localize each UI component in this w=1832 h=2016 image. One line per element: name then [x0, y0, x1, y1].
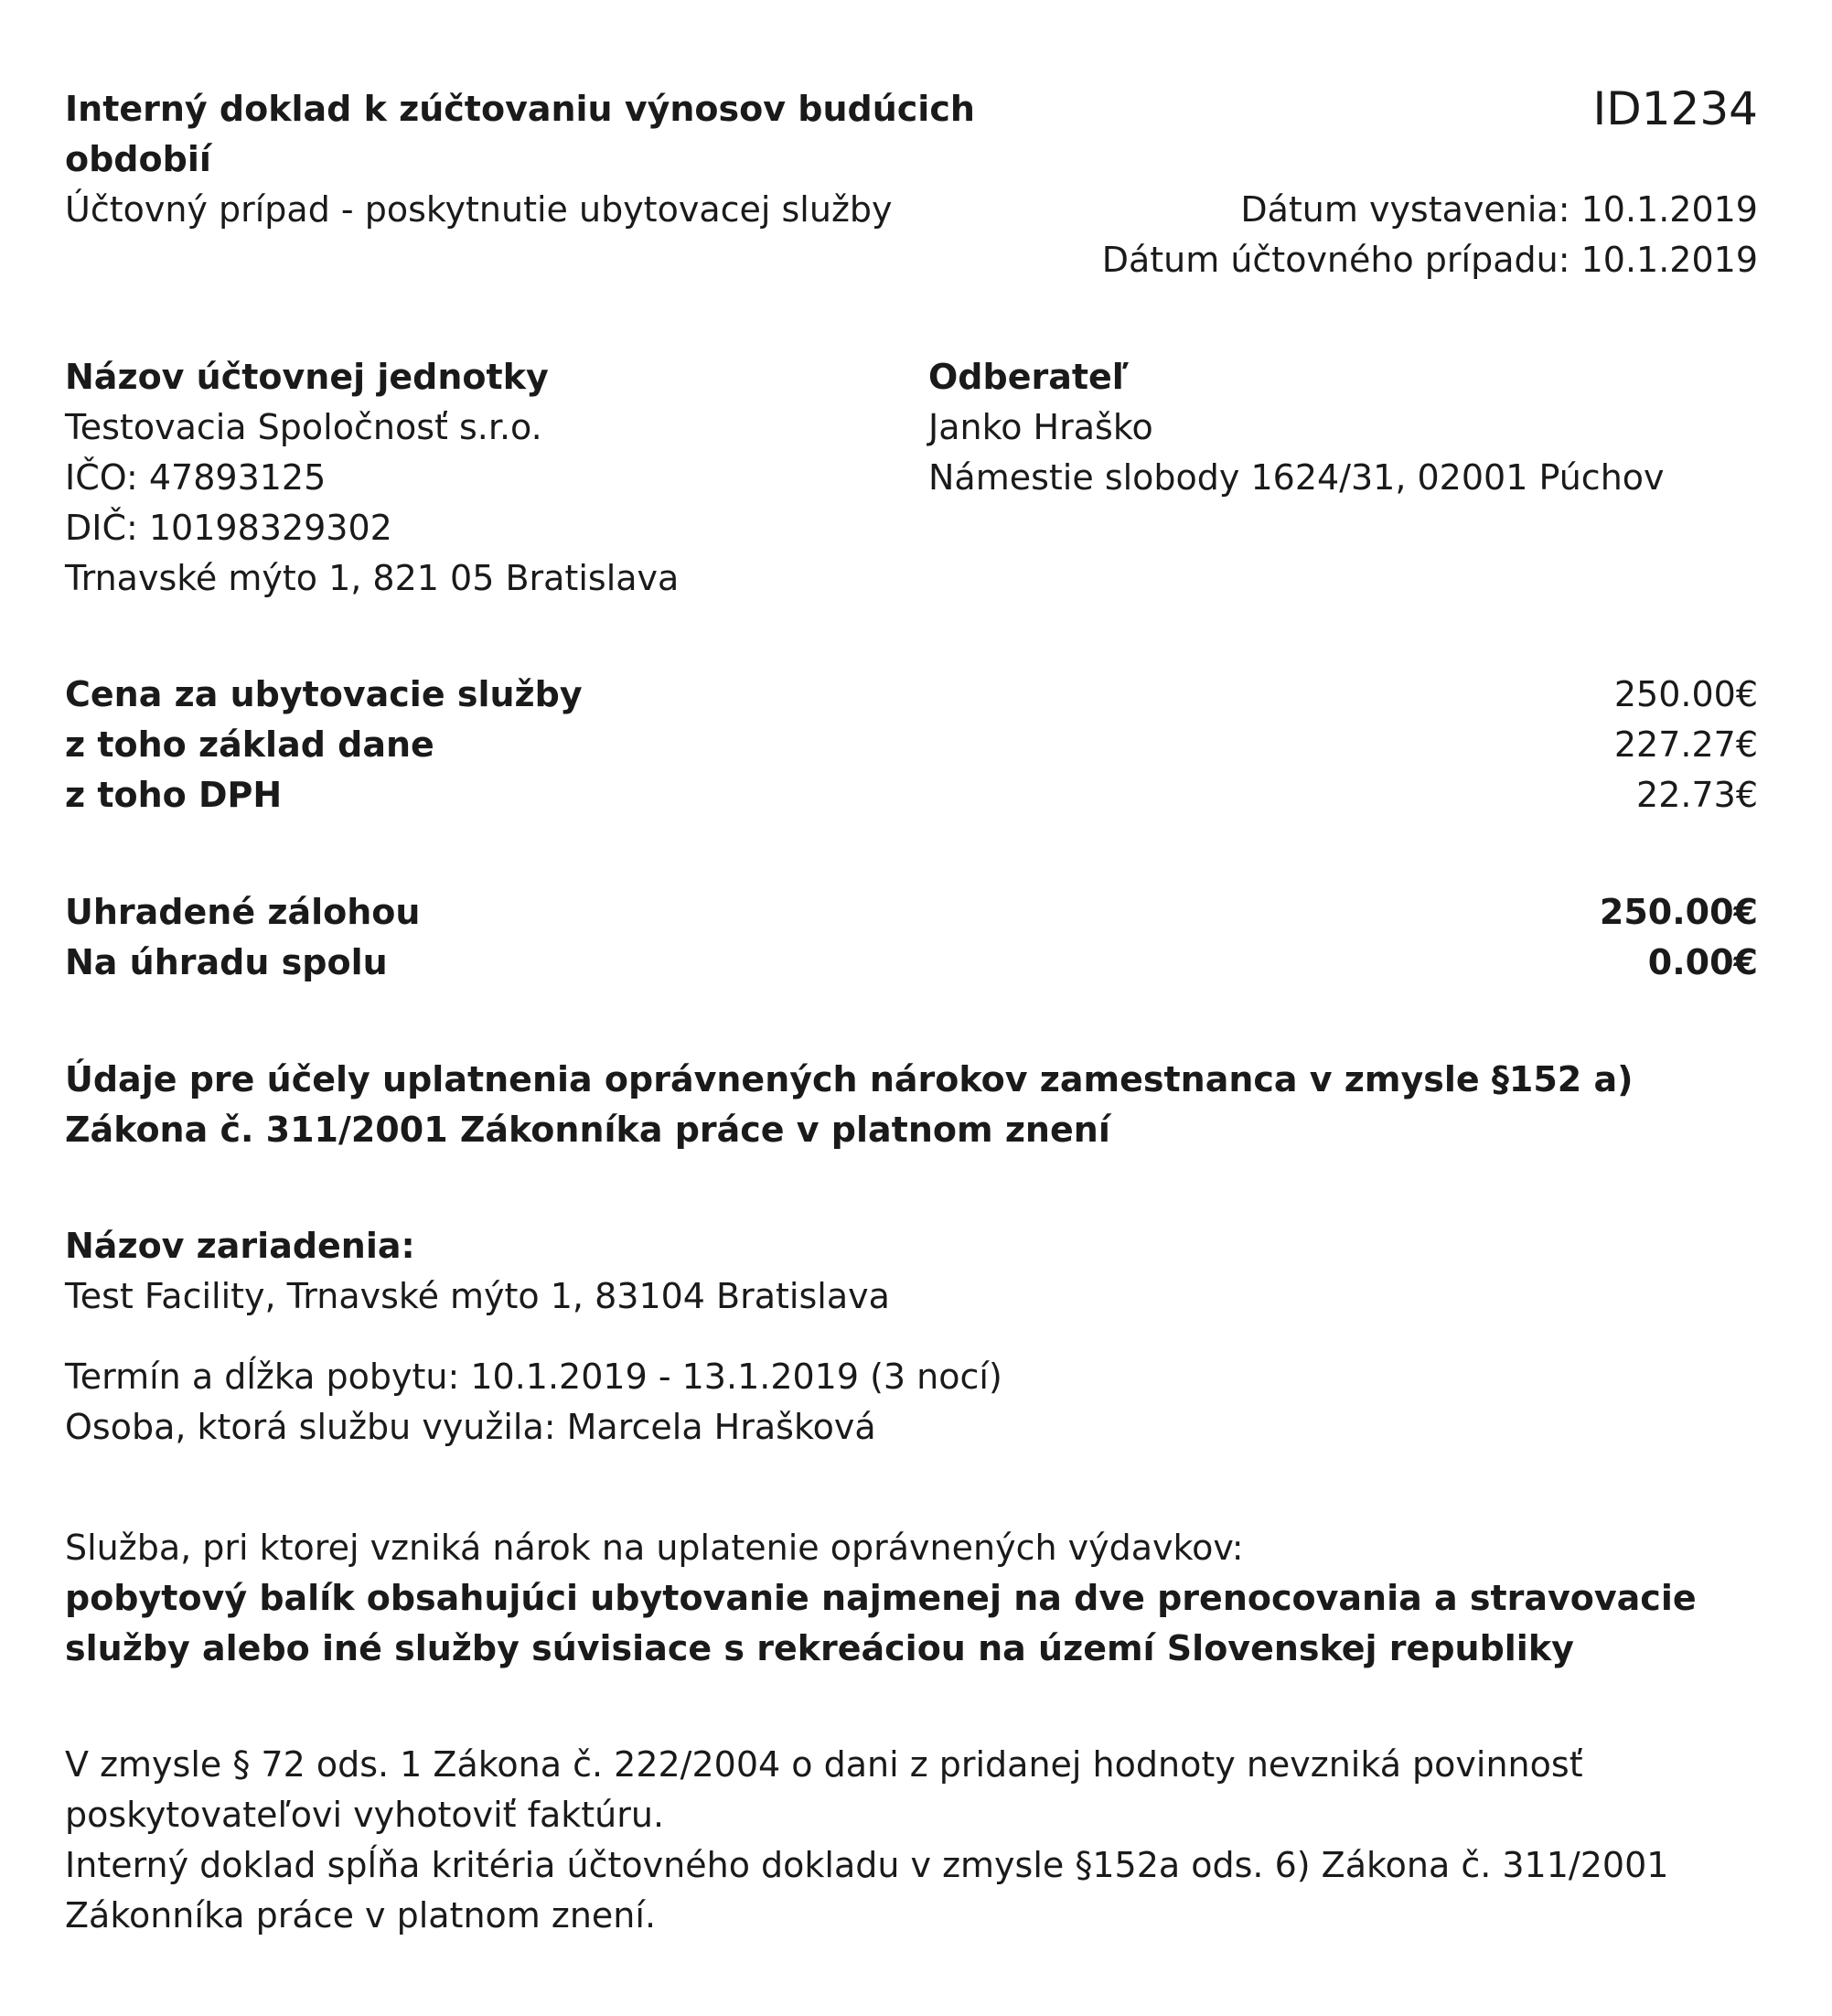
amount-label: Cena za ubytovacie služby	[65, 674, 583, 714]
entity-address: Trnavské mýto 1, 821 05 Bratislava	[65, 558, 680, 598]
totals-section	[65, 887, 1758, 988]
amounts-section	[65, 670, 1758, 820]
total-value: 250.00€	[1599, 892, 1758, 932]
service-section	[65, 1523, 1758, 1674]
footer-note-criteria: Interný doklad spĺňa kritéria účtovného dokladu v zmysle §152a ods. 6) Zákona č. 311/2001 Zákonníka práce v platnom znení.	[65, 1845, 1669, 1936]
stay-section	[65, 1352, 1758, 1453]
document-meta	[935, 84, 1758, 285]
amount-label: z toho DPH	[65, 775, 283, 815]
amount-row	[65, 770, 1758, 820]
customer-section	[928, 352, 1752, 503]
entity-name: Testovacia Spoločnosť s.r.o.	[65, 407, 542, 447]
issue-date: Dátum vystavenia: 10.1.2019	[1240, 189, 1758, 230]
legal-title: Údaje pre účely uplatnenia oprávnených nárokov zamestnanca v zmysle §152 a) Zákona č. 311/2001 Zákonníka práce v platnom znení	[65, 1059, 1634, 1150]
total-label: Na úhradu spolu	[65, 942, 388, 982]
facility-section	[65, 1221, 1758, 1322]
entity-dic: DIČ: 10198329302	[65, 508, 392, 548]
total-row	[65, 938, 1758, 988]
stay-person: Osoba, ktorá službu využila: Marcela Hrašková	[65, 1407, 876, 1447]
facility-value: Test Facility, Trnavské mýto 1, 83104 Bratislava	[65, 1276, 890, 1316]
amount-value: 227.27€	[1613, 724, 1758, 765]
total-value: 0.00€	[1647, 942, 1758, 982]
total-row	[65, 887, 1758, 938]
stay-term: Termín a dĺžka pobytu: 10.1.2019 - 13.1.2019 (3 nocí)	[65, 1357, 1002, 1397]
entity-ico: IČO: 47893125	[65, 457, 327, 498]
amount-row	[65, 720, 1758, 770]
amount-row	[65, 670, 1758, 720]
document-page	[65, 0, 1758, 2016]
customer-heading: Odberateľ	[928, 357, 1130, 397]
footer-notes	[65, 1740, 1758, 1941]
entity-section	[65, 352, 888, 604]
customer-address: Námestie slobody 1624/31, 02001 Púchov	[928, 457, 1665, 498]
customer-name: Janko Hraško	[928, 407, 1153, 447]
service-description: pobytový balík obsahujúci ubytovanie najmenej na dve prenocovania a stravovacie služby alebo iné služby súvisiace s rekreáciou na území Slovenskej republiky	[65, 1578, 1697, 1668]
amount-value: 22.73€	[1636, 775, 1758, 815]
service-intro: Služba, pri ktorej vzniká nárok na uplatenie oprávnených výdavkov:	[65, 1528, 1244, 1568]
document-id: ID1234	[1592, 82, 1758, 135]
entity-heading: Názov účtovnej jednotky	[65, 357, 549, 397]
amount-value: 250.00€	[1613, 674, 1758, 714]
transaction-date: Dátum účtovného prípadu: 10.1.2019	[1101, 240, 1758, 280]
total-label: Uhradené zálohou	[65, 892, 421, 932]
document-header	[65, 84, 980, 235]
amount-label: z toho základ dane	[65, 724, 434, 765]
facility-heading: Názov zariadenia:	[65, 1226, 415, 1266]
footer-note-vat: V zmysle § 72 ods. 1 Zákona č. 222/2004 o dani z pridanej hodnoty nevzniká povinnosť poskytovateľovi vyhotoviť faktúru.	[65, 1744, 1583, 1835]
document-subtitle: Účtovný prípad - poskytnutie ubytovacej služby	[65, 189, 893, 230]
document-title: Interný doklad k zúčtovaniu výnosov budúcich obdobií	[65, 89, 975, 179]
